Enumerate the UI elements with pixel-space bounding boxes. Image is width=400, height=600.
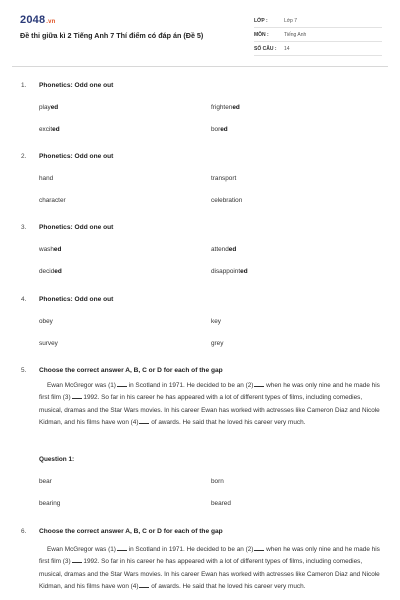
question-title: Choose the correct answer A, B, C or D for each of the gap: [39, 367, 223, 374]
question-title: Phonetics: Odd one out: [39, 153, 114, 160]
gap-3: [72, 558, 82, 563]
option[interactable]: decided: [39, 268, 62, 275]
question-number: 3.: [21, 224, 27, 231]
option[interactable]: disappointed: [211, 268, 248, 275]
option[interactable]: bored: [211, 126, 228, 133]
question-number: 6.: [21, 528, 27, 535]
question-number: 4.: [21, 296, 27, 303]
option[interactable]: grey: [211, 340, 224, 347]
gap-2: [254, 546, 264, 551]
gap-1: [117, 382, 127, 387]
option[interactable]: washed: [39, 246, 62, 253]
question-title: Phonetics: Odd one out: [39, 82, 114, 89]
option[interactable]: excited: [39, 126, 60, 133]
sub-question-label: Question 1:: [39, 456, 75, 463]
option[interactable]: hand: [39, 175, 54, 182]
meta-question-count: SỐ CÂU : 14: [254, 45, 382, 56]
meta-class: LỚP : Lớp 7: [254, 17, 382, 28]
option[interactable]: transport: [211, 175, 237, 182]
option[interactable]: survey: [39, 340, 58, 347]
option[interactable]: key: [211, 318, 221, 325]
reading-passage: Ewan McGregor was (1) in Scotland in 1971. He decided to be an (2) when he was only nine and he made his first film (3) 1992. So far in his career he has appeared with a lot of different types of films, including comedies, musical, dramas and the Star Wars movies. In his career Ewan has worked with actresses like Cameron Diaz and Nicole Kidman, and his films have won (4) of awards. He said that he loved his career very much.: [39, 546, 380, 591]
gap-4: [139, 419, 149, 424]
option[interactable]: bearing: [39, 500, 61, 507]
question-title: Phonetics: Odd one out: [39, 224, 114, 231]
question-number: 2.: [21, 153, 27, 160]
option[interactable]: born: [211, 478, 224, 485]
page-header: [0, 0, 400, 64]
option[interactable]: played: [39, 104, 59, 111]
gap-3: [72, 394, 82, 399]
question-number: 1.: [21, 82, 27, 89]
option[interactable]: frightened: [211, 104, 240, 111]
option[interactable]: character: [39, 197, 66, 204]
gap-4: [139, 583, 149, 588]
question-title: Phonetics: Odd one out: [39, 296, 114, 303]
header-divider: [12, 66, 388, 67]
option[interactable]: obey: [39, 318, 53, 325]
option[interactable]: celebration: [211, 197, 243, 204]
option[interactable]: beared: [211, 500, 231, 507]
reading-passage: Ewan McGregor was (1) in Scotland in 1971. He decided to be an (2) when he was only nine and he made his first film (3) 1992. So far in his career he has appeared with a lot of different types of films, including comedies, musical, dramas and the Star Wars movies. In his career Ewan has worked with actresses like Cameron Diaz and Nicole Kidman, and his films have won (4) of awards. He said that he loved his career very much.: [39, 382, 380, 427]
question-number: 5.: [21, 367, 27, 374]
gap-1: [117, 546, 127, 551]
site-logo[interactable]: 2048.vn: [20, 14, 56, 26]
gap-2: [254, 382, 264, 387]
document-title: Đề thi giữa kì 2 Tiếng Anh 7 Thí điểm có đáp án (Đề 5): [20, 31, 204, 40]
question-title: Choose the correct answer A, B, C or D for each of the gap: [39, 528, 223, 535]
meta-subject: MÔN : Tiếng Anh: [254, 31, 382, 42]
option[interactable]: attended: [211, 246, 237, 253]
option[interactable]: bear: [39, 478, 52, 485]
